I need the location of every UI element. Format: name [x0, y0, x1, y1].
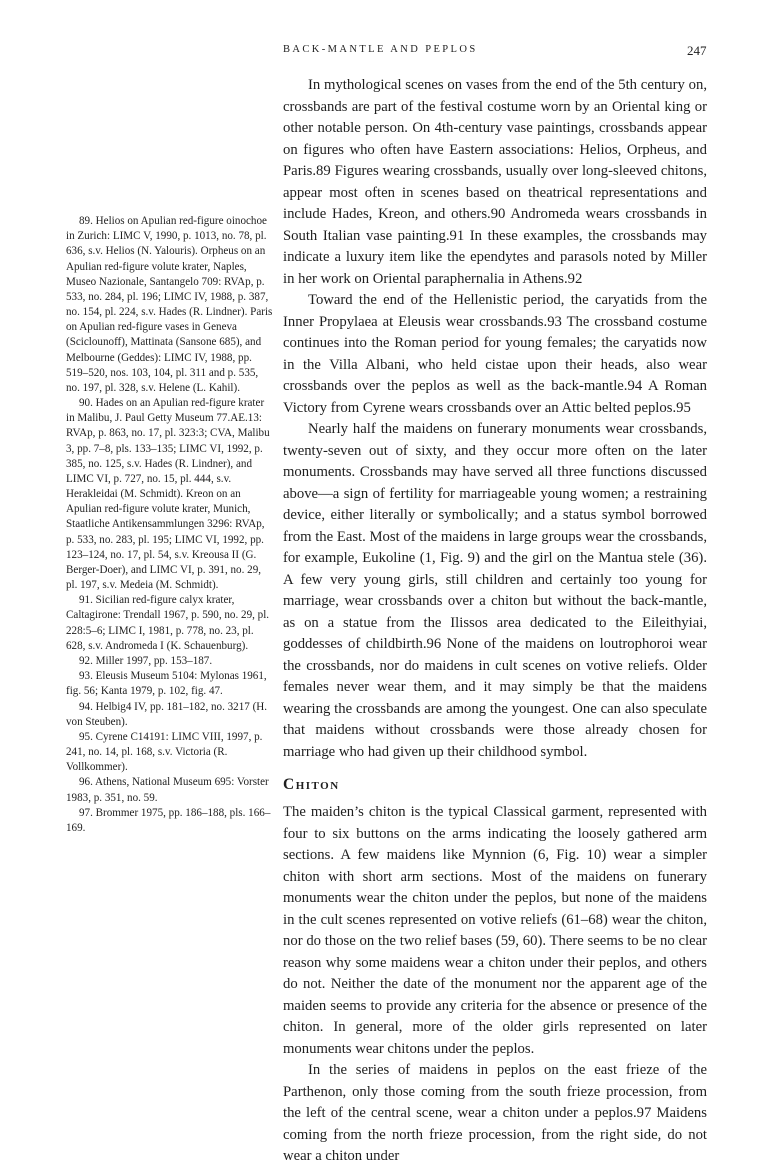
body-paragraph-4: The maiden’s chiton is the typical Classical garment, represented with four to six buttons on the arms indicating the loosely gathered arm sections. A few maidens like Mynnion (6, Fig. 10) wear a simpler chiton with short arm sections. Most of the maidens on funerary monuments wear the chiton under the peplos, but none of the maidens in the cult scenes represented on votive reliefs (61–68) wear the chiton, nor do those on the two relief bases (59, 60). There seems to be no clear reason why some maidens wear a chiton under their peplos, and others do not. Neither the date of the monument nor the apparent age of the maiden seems to provide any criteria for the absence or presence of the chiton. In general, more of the older girls represented on later monuments wear chitons under the peplos. [283, 804, 707, 1057]
body-paragraph-5: In the series of maidens in peplos on the east frieze of the Parthenon, only those coming from the south frieze procession, from the left of the central scene, wear a chiton under a peplos.97 Maidens coming from the north frieze procession, from the right side, do not wear a chiton under [283, 1062, 707, 1164]
footnote-92: 92. Miller 1997, pp. 153–187. [79, 654, 213, 667]
footnotes-column [66, 214, 274, 836]
footnote-97: 97. Brommer 1975, pp. 186–188, pls. 166–169. [66, 806, 271, 834]
body-paragraph-3: Nearly half the maidens on funerary monuments wear crossbands, twenty-seven out of sixty, and they occur more often on the later monuments. Crossbands may have served all three functions discussed above—a sign of fertility for marriageable young women; a restraining device, either literally or symbolically; and a status symbol borrowed from the East. Most of the maidens in large groups wear the crossbands, for example, Eukoline (1, Fig. 9) and the girl on the Mantua stele (36). A few very young girls, still children and certainly too young for marriage, wear crossbands over a chiton but without the back-mantle, as on a statue from the Ilissos area dedicated to the Eileithyiai, goddesses of childbirth.96 None of the maidens on loutrophoroi wear the crossbands, nor do maidens in cult scenes on votive reliefs. Older females never wear them, and it may simply be that the maidens wearing the crossbands are among the youngest. One can also speculate that maidens without crossbands were those already chosen for marriage who had given up their childhood symbol. [283, 421, 707, 760]
footnote-95: 95. Cyrene C14191: LIMC VIII, 1997, p. 241, no. 14, pl. 168, s.v. Victoria (R. Vollkommer). [66, 730, 263, 774]
body-paragraph-1: In mythological scenes on vases from the end of the 5th century on, crossbands are part of the festival costume worn by an Oriental king or other notable person. On 4th-century vase paintings, crossbands appear on figures who often have Eastern associations: Helios, Orpheus, and Paris.89 Figures wearing crossbands, usually over long-sleeved chitons, appear most often in scenes based on theatrical representations and include Hades, Kreon, and others.90 Andromeda wears crossbands in South Italian vase painting.91 In these examples, the crossbands may indicate a luxury item like the ependytes and parasols noted by Miller in her work on Oriental paraphernalia in Athens.92 [283, 77, 707, 287]
footnote-89: 89. Helios on Apulian red-figure oinochoe in Zurich: LIMC V, 1990, p. 1013, no. 78, pl. 636, s.v. Helios (N. Yalouris). Orpheus on an Apulian red-figure volute krater, Naples, Museo Nazionale, Santangelo 709: RVAp, p. 533, no. 284, pl. 196; LIMC IV, 1988, p. 387, no. 154, pl. 224, s.v. Hades (R. Lindner). Paris on Apulian red-figure vases in Geneva (Sciclounoff), Mattinata (Sansone 685), and Melbourne (Geddes): LIMC IV, 1988, pp. 519–520, nos. 103, 104, pl. 311 and p. 535, no. 197, pl. 328, s.v. Helene (L. Kahil). [66, 215, 273, 394]
main-text-column [283, 75, 707, 1168]
footnote-96: 96. Athens, National Museum 695: Vorster 1983, p. 351, no. 59. [66, 776, 269, 804]
footnote-94: 94. Helbig4 IV, pp. 181–182, no. 3217 (H. von Steuben). [66, 700, 268, 728]
body-paragraph-2: Toward the end of the Hellenistic period, the caryatids from the Inner Propylaea at Eleusis wear crossbands.93 The crossband costume continues into the Roman period for young females; the caryatids now in the Villa Albani, who held cistae upon their heads, also wear crossbands over the peplos as well as the back-mantle.94 A Roman Victory from Cyrene wears crossbands over an Attic belted peplos.95 [283, 292, 707, 416]
section-heading-chiton: Chiton [283, 776, 340, 793]
footnote-93: 93. Eleusis Museum 5104: Mylonas 1961, fig. 56; Kanta 1979, p. 102, fig. 47. [66, 670, 267, 698]
footnote-90: 90. Hades on an Apulian red-figure krater in Malibu, J. Paul Getty Museum 77.AE.13: RVAp, p. 863, no. 17, pl. 323:3; CVA, Malibu 3, pp. 7–8, pls. 133–135; LIMC VI, 1992, p. 385, no. 125, s.v. Hades (R. Lindner), and LIMC VI, p. 727, no. 15, pl. 444, s.v. Herakleidai (M. Schmidt). Kreon on an Apulian red-figure volute krater, Munich, Staatliche Antikensammlungen 3296: RVAp, p. 533, no. 283, pl. 195; LIMC VI, 1992, pp. 123–124, no. 17, pl. 54, s.v. Kreousa II (G. Berger-Doer), and LIMC VI, p. 391, no. 29, pl. 197, s.v. Medeia (M. Schmidt). [66, 397, 270, 592]
page-number: 247 [687, 43, 707, 58]
page-header [0, 44, 760, 64]
footnote-91: 91. Sicilian red-figure calyx krater, Caltagirone: Trendall 1967, p. 590, no. 29, pl. 228:5–6; LIMC I, 1981, p. 778, no. 23, pl. 628, s.v. Andromeda I (K. Schauenburg). [66, 594, 270, 652]
running-head: BACK-MANTLE AND PEPLOS [283, 44, 478, 55]
